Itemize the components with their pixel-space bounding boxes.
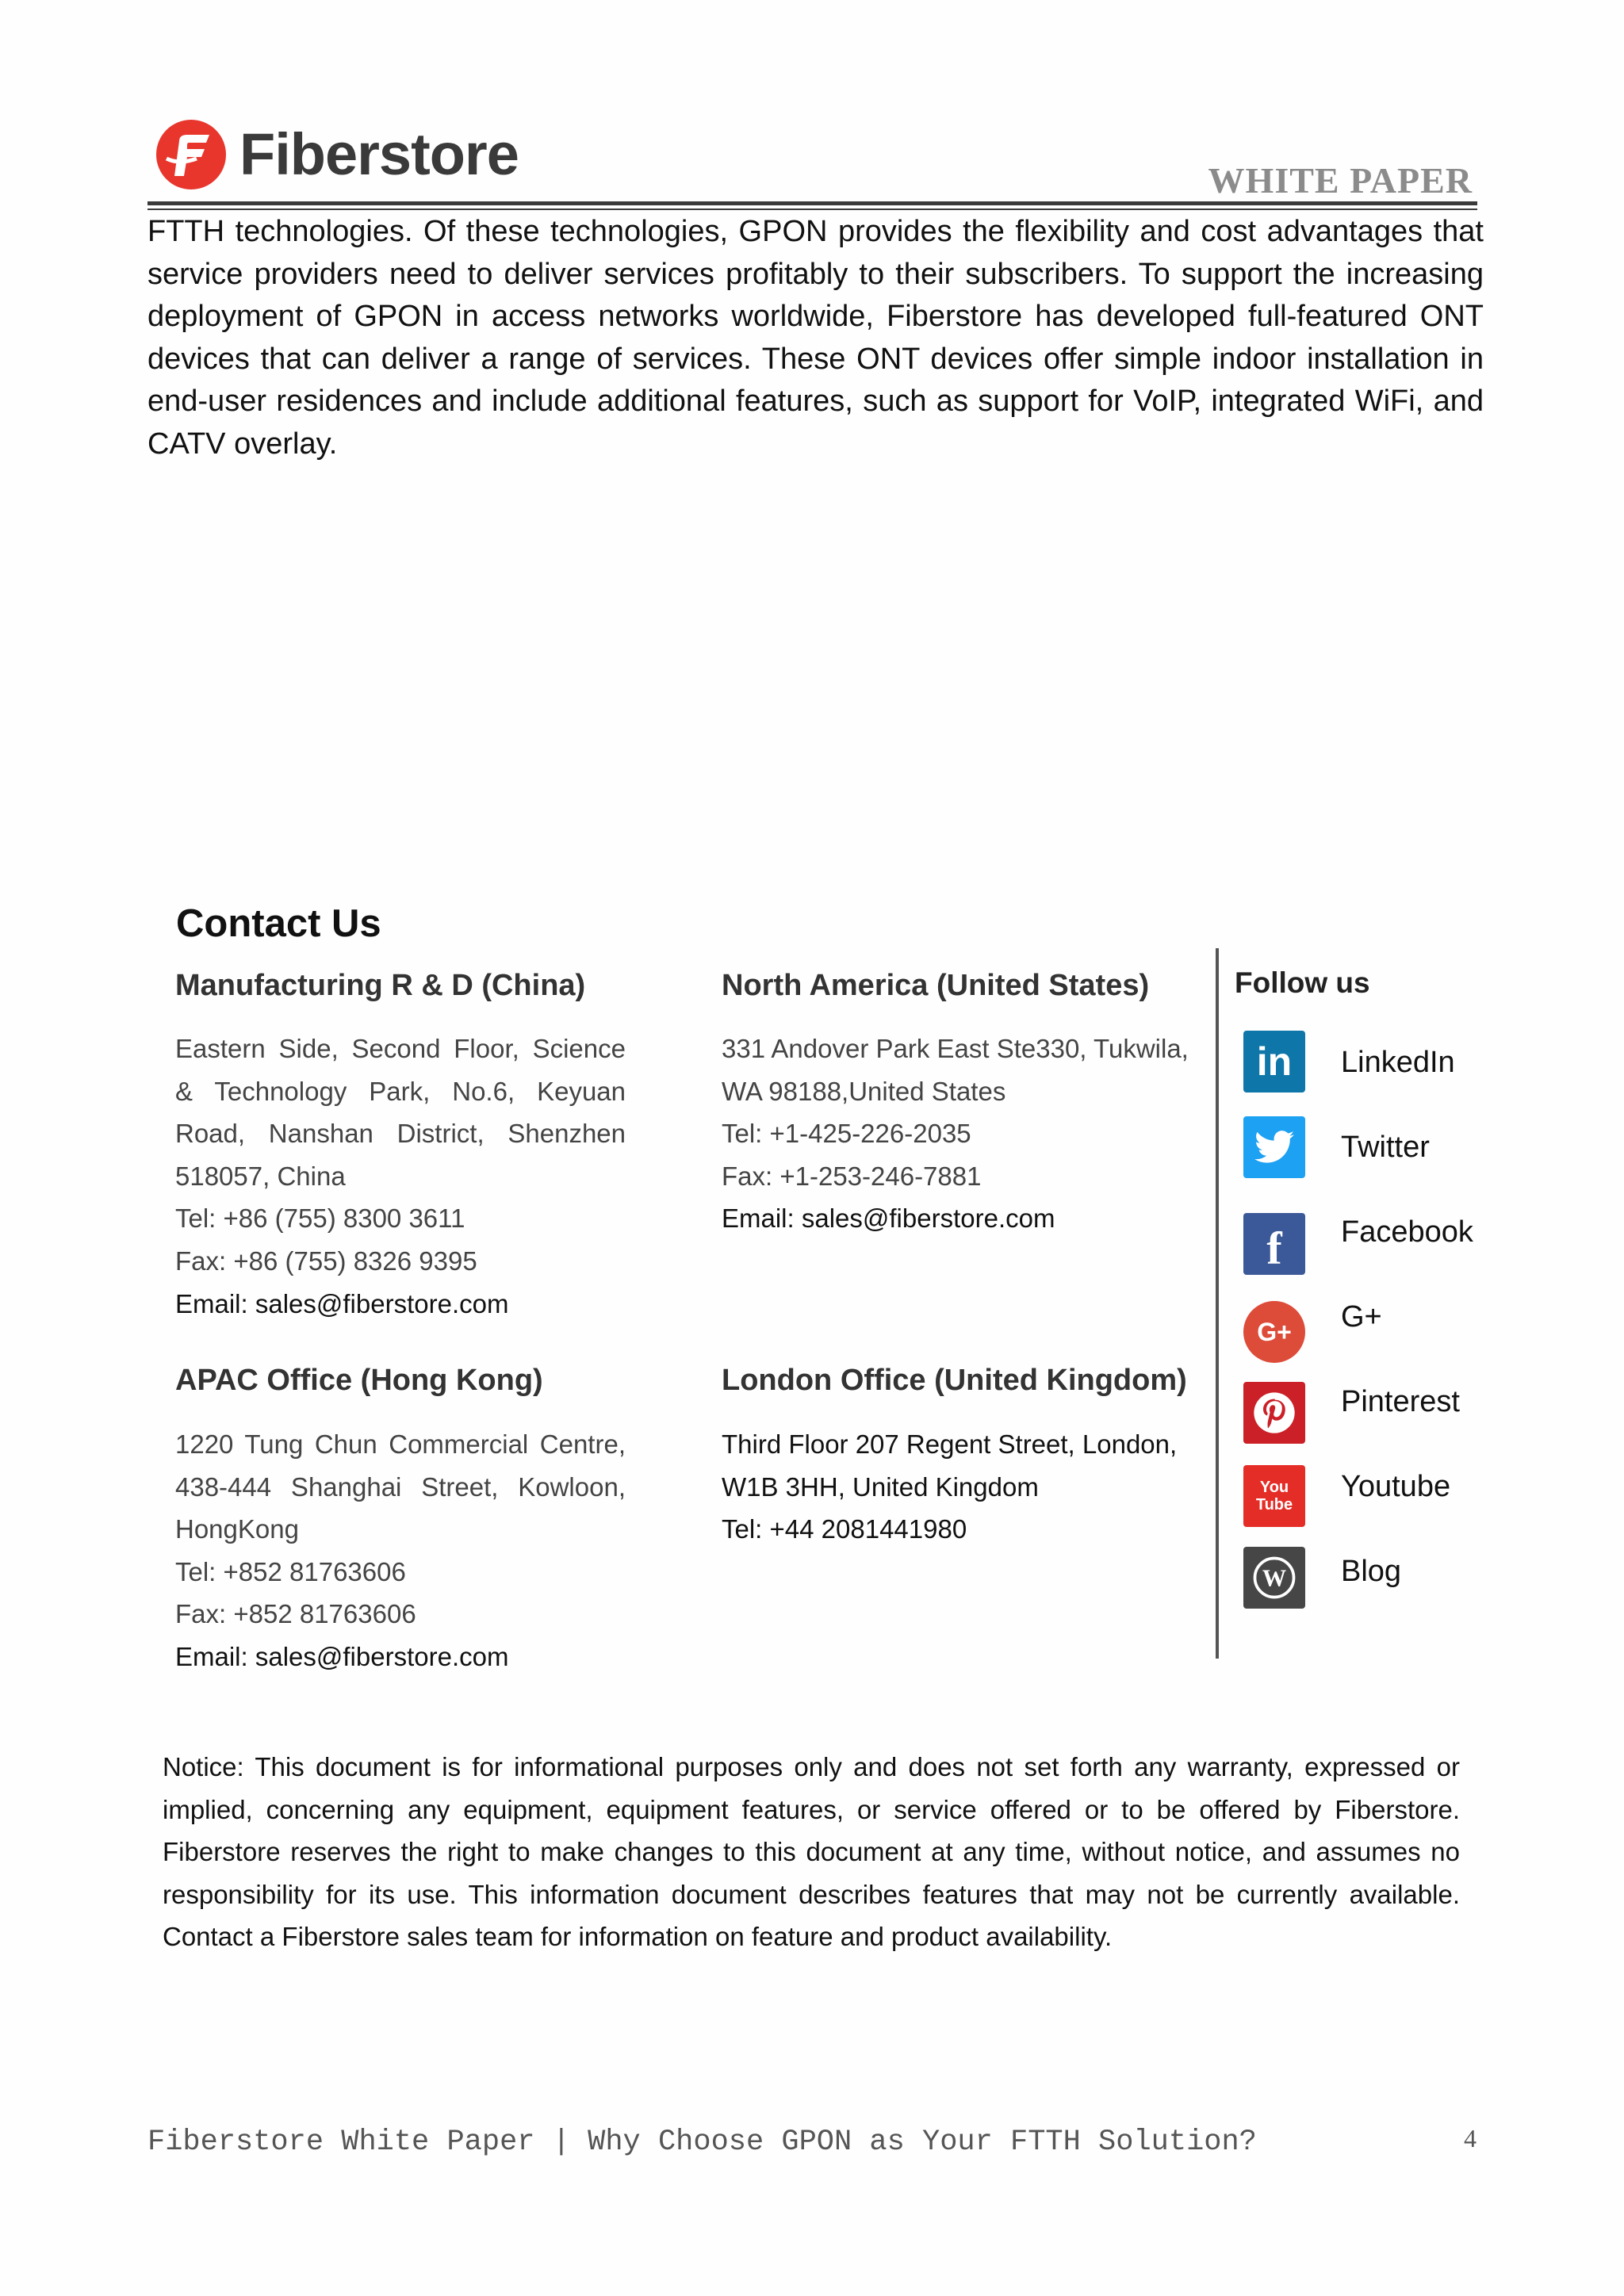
wordpress-icon[interactable] xyxy=(1243,1547,1305,1609)
office-address-line1: 331 Andover Park East Ste330, Tukwila, xyxy=(722,1034,1189,1063)
column-divider xyxy=(1216,948,1219,1659)
intro-paragraph: FTTH technologies. Of these technologies, GPON provides the flexibility and cost advantages that service providers need to deliver services profitably to their subscribers. To support the increasing deployment of GPON in access networks worldwide, Fiberstore has developed full-featured ONT devices that can deliver a range of services. These ONT devices offer simple indoor installation in end-user residences and include additional features, such as support for VoIP, integrated WiFi, and CATV overlay. xyxy=(147,215,1484,461)
contact-title: Contact Us xyxy=(176,902,381,945)
office-fax: Fax: +86 (755) 8326 9395 xyxy=(175,1246,477,1276)
office-address: 1220 Tung Chun Commercial Centre, 438-444 Shanghai Street, Kowloon, HongKong xyxy=(175,1429,626,1544)
office-tel: Tel: +44 2081441980 xyxy=(722,1514,967,1544)
social-label-googleplus[interactable]: G+ xyxy=(1341,1300,1382,1334)
youtube-icon[interactable]: You Tube xyxy=(1243,1465,1305,1527)
google-plus-icon[interactable]: G+ xyxy=(1243,1301,1305,1363)
facebook-icon[interactable]: f xyxy=(1243,1213,1305,1275)
doc-type-label: WHITE PAPER xyxy=(1208,160,1473,201)
brand-name: Fiberstore xyxy=(239,121,519,187)
office-address-line1: Third Floor 207 Regent Street, London, xyxy=(722,1429,1178,1459)
office-fax: Fax: +1-253-246-7881 xyxy=(722,1161,982,1191)
page-number: 4 xyxy=(1464,2124,1477,2152)
twitter-icon[interactable] xyxy=(1243,1116,1305,1178)
fiberstore-logo xyxy=(155,119,227,190)
social-label-youtube[interactable]: Youtube xyxy=(1341,1470,1451,1503)
office-address-line2: WA 98188,United States xyxy=(722,1076,1006,1106)
office-email[interactable]: Email: sales@fiberstore.com xyxy=(175,1288,509,1318)
footer-right: Why Choose GPON as Your FTTH Solution? xyxy=(588,2126,1257,2159)
social-label-pinterest[interactable]: Pinterest xyxy=(1341,1385,1460,1418)
linkedin-icon[interactable]: in xyxy=(1243,1031,1305,1093)
office-address: Eastern Side, Second Floor, Science & Technology Park, No.6, Keyuan Road, Nanshan District, Shenzhen 518057, China xyxy=(175,1034,626,1191)
header-rule-thin xyxy=(147,209,1477,210)
office-details-london xyxy=(722,1423,1191,1551)
office-heading-china: Manufacturing R & D (China) xyxy=(175,969,586,1002)
office-tel: Tel: +1-425-226-2035 xyxy=(722,1119,971,1149)
footer-separator: | xyxy=(552,2126,570,2159)
social-label-linkedin[interactable]: LinkedIn xyxy=(1341,1046,1455,1079)
office-fax: Fax: +852 81763606 xyxy=(175,1599,416,1629)
office-details-usa xyxy=(722,1027,1191,1240)
office-tel: Tel: +852 81763606 xyxy=(175,1556,406,1586)
office-details-hongkong xyxy=(175,1423,626,1678)
office-email[interactable]: Email: sales@fiberstore.com xyxy=(722,1203,1055,1234)
social-label-twitter[interactable]: Twitter xyxy=(1341,1131,1430,1164)
office-address-line2: W1B 3HH, United Kingdom xyxy=(722,1471,1039,1502)
svg-text:W: W xyxy=(1262,1564,1287,1592)
social-label-facebook[interactable]: Facebook xyxy=(1341,1215,1473,1249)
office-heading-hongkong: APAC Office (Hong Kong) xyxy=(175,1364,543,1397)
social-label-blog[interactable]: Blog xyxy=(1341,1555,1402,1588)
office-details-china xyxy=(175,1027,626,1325)
follow-title: Follow us xyxy=(1235,966,1370,999)
office-email[interactable]: Email: sales@fiberstore.com xyxy=(175,1641,509,1671)
footer-left: Fiberstore White Paper xyxy=(147,2126,535,2159)
office-heading-london: London Office (United Kingdom) xyxy=(722,1364,1187,1397)
office-tel: Tel: +86 (755) 8300 3611 xyxy=(175,1203,465,1234)
header-rule xyxy=(147,201,1477,205)
notice-paragraph: Notice: This document is for informational purposes only and does not set forth any warranty, expressed or implied, concerning any equipment, equipment features, or service offered or to be offered by Fiberstore. Fiberstore reserves the right to make changes to this document at any time, without notice, and assumes no responsibility for its use. This information document describes features that may not be currently available. Contact a Fiberstore sales team for information on feature and product availability. xyxy=(163,1752,1460,1952)
pinterest-icon[interactable] xyxy=(1243,1382,1305,1444)
office-heading-usa: North America (United States) xyxy=(722,969,1150,1002)
footer-title xyxy=(147,2122,1257,2162)
